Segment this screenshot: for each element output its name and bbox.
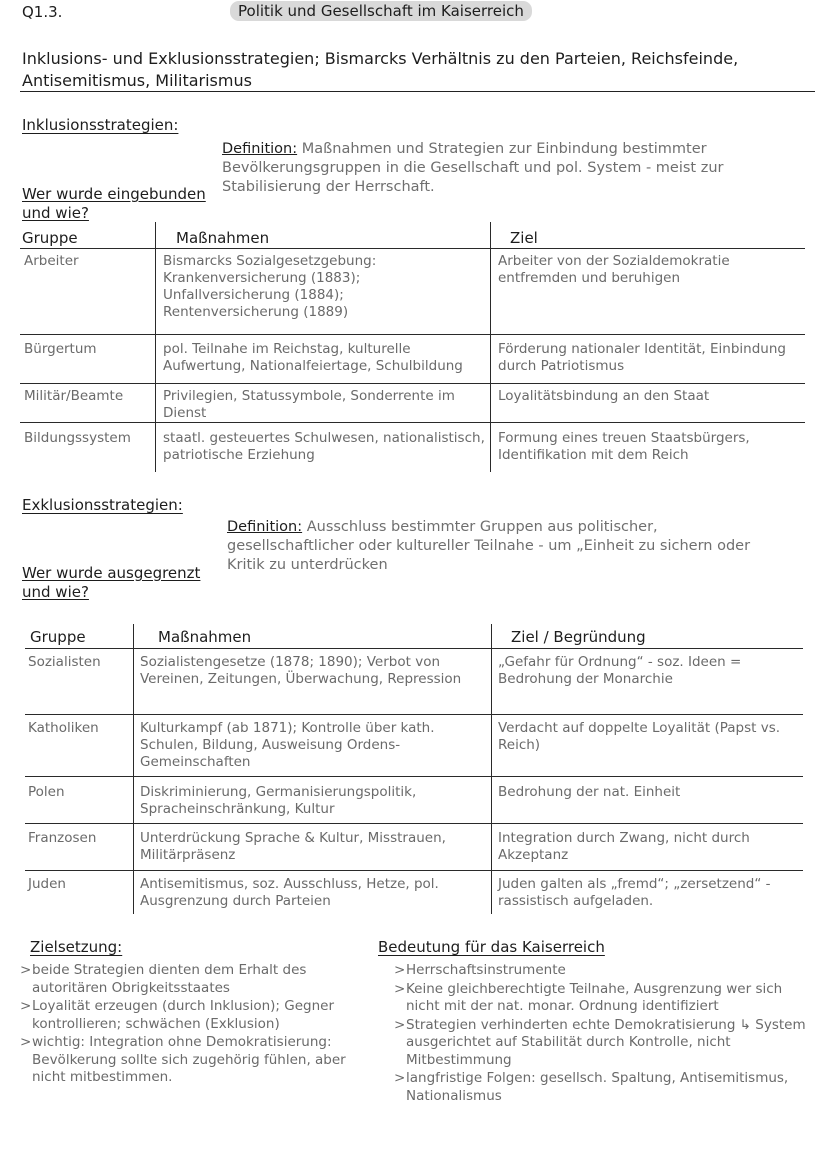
inclusion-cell-goal: Arbeiter von der Sozialdemokratie entfremden und beruhigen	[498, 253, 730, 286]
exclusion-cell-group: Franzosen	[28, 830, 97, 846]
exclusion-row-rule	[25, 823, 803, 824]
exclusion-heading: Exklusionsstrategien:	[22, 496, 183, 514]
inclusion-row-rule	[20, 422, 805, 423]
exclusion-cell-measures: Unterdrückung Sprache & Kultur, Misstrauen, Militärpräsenz	[140, 830, 446, 863]
exclusion-cell-goal: Integration durch Zwang, nicht durch Akzeptanz	[498, 830, 750, 863]
exclusion-question: Wer wurde ausgegrenzt und wie?	[22, 564, 201, 601]
exclusion-cell-measures: Antisemitismus, soz. Ausschluss, Hetze, pol. Ausgrenzung durch Parteien	[140, 876, 439, 909]
exclusion-header-rule	[25, 648, 803, 649]
inclusion-header-rule	[20, 248, 805, 249]
exclusion-cell-measures: Sozialistengesetze (1878; 1890); Verbot von Vereinen, Zeitungen, Überwachung, Repression	[140, 654, 462, 687]
list-item: > Strategien verhinderten echte Demokratisierung ↳ System ausgerichtet auf Stabilität durch Kontrolle, nicht Mitbestimmung	[392, 1017, 812, 1070]
inclusion-cell-measures: Bismarcks Sozialgesetzgebung: Krankenversicherung (1883); Unfallversicherung (1884); Rentenversicherung (1889)	[163, 253, 377, 320]
list-item: > langfristige Folgen: gesellsch. Spaltung, Antisemitismus, Nationalismus	[392, 1070, 812, 1105]
inclusion-row-rule	[20, 334, 805, 335]
page-title: Politik und Gesellschaft im Kaiserreich	[230, 1, 532, 21]
inclusion-col-measures: Maßnahmen	[176, 229, 270, 247]
exclusion-cell-goal: Bedrohung der nat. Einheit	[498, 784, 681, 800]
list-item: > Herrschaftsinstrumente	[392, 962, 812, 980]
inclusion-cell-goal: Loyalitätsbindung an den Staat	[498, 388, 710, 404]
exclusion-col-goal: Ziel / Begründung	[511, 628, 646, 646]
inclusion-cell-group: Bürgertum	[24, 341, 97, 357]
list-item: > wichtig: Integration ohne Demokratisierung: Bevölkerung sollte sich zugehörig fühlen, aber nicht mitbestimmen.	[18, 1034, 378, 1087]
goals-list	[18, 962, 378, 1088]
list-item: > Loyalität erzeugen (durch Inklusion); Gegner kontrollieren; schwächen (Exklusion)	[18, 998, 378, 1033]
inclusion-cell-measures: Privilegien, Statussymbole, Sonderrente im Dienst	[163, 388, 455, 421]
exclusion-cell-goal: Juden galten als „fremd“; „zersetzend“ - rassistisch aufgeladen.	[498, 876, 771, 909]
significance-heading: Bedeutung für das Kaiserreich	[378, 938, 605, 956]
goals-heading: Zielsetzung:	[30, 938, 123, 956]
exclusion-row-rule	[25, 870, 803, 871]
list-item: > Keine gleichberechtigte Teilnahe, Ausgrenzung wer sich nicht mit der nat. monar. Ordnung identifiziert	[392, 981, 812, 1016]
exclusion-cell-group: Juden	[28, 876, 66, 892]
inclusion-question: Wer wurde eingebunden und wie?	[22, 185, 206, 222]
topic-underline	[20, 91, 815, 92]
inclusion-col-rule	[490, 222, 491, 472]
exclusion-definition-term: Definition:	[227, 519, 303, 535]
exclusion-col-group: Gruppe	[30, 628, 86, 646]
exclusion-cell-group: Polen	[28, 784, 65, 800]
inclusion-cell-measures: staatl. gesteuertes Schulwesen, nationalistisch, patriotische Erziehung	[163, 430, 485, 463]
inclusion-cell-measures: pol. Teilnahe im Reichstag, kulturelle Aufwertung, Nationalfeiertage, Schulbildung	[163, 341, 463, 374]
inclusion-col-group: Gruppe	[22, 229, 78, 247]
inclusion-cell-goal: Förderung nationaler Identität, Einbindung durch Patriotismus	[498, 341, 786, 374]
inclusion-definition	[222, 140, 812, 197]
exclusion-cell-measures: Diskriminierung, Germanisierungspolitik, Spracheinschränkung, Kultur	[140, 784, 417, 817]
page-label: Q1.3.	[22, 3, 63, 21]
exclusion-cell-goal: „Gefahr für Ordnung“ - soz. Ideen = Bedrohung der Monarchie	[498, 654, 742, 687]
exclusion-cell-group: Sozialisten	[28, 654, 101, 670]
inclusion-cell-group: Bildungssystem	[24, 430, 131, 446]
exclusion-cell-measures: Kulturkampf (ab 1871); Kontrolle über kath. Schulen, Bildung, Ausweisung Ordens-Gemeinschaften	[140, 720, 435, 770]
inclusion-row-rule	[20, 383, 805, 384]
exclusion-col-rule	[133, 624, 134, 914]
significance-list	[392, 962, 812, 1106]
inclusion-cell-group: Arbeiter	[24, 253, 79, 269]
exclusion-row-rule	[25, 714, 803, 715]
inclusion-cell-goal: Formung eines treuen Staatsbürgers, Identifikation mit dem Reich	[498, 430, 750, 463]
exclusion-cell-group: Katholiken	[28, 720, 99, 736]
inclusion-cell-group: Militär/Beamte	[24, 388, 124, 404]
exclusion-row-rule	[25, 776, 803, 777]
inclusion-definition-text: Maßnahmen und Strategien zur Einbindung bestimmter Bevölkerungsgruppen in die Gesellschaft und pol. System - meist zur Stabilisierung der Herrschaft.	[222, 141, 724, 195]
list-item: > beide Strategien dienten dem Erhalt des autoritären Obrigkeitsstaates	[18, 962, 378, 997]
topic-line: Inklusions- und Exklusionsstrategien; Bismarcks Verhältnis zu den Parteien, Reichsfeinde, Antisemitismus, Militarismus	[22, 49, 739, 90]
inclusion-col-rule	[155, 222, 156, 472]
exclusion-definition-text: Ausschluss bestimmter Gruppen aus politischer, gesellschaftlicher oder kultureller Teilnahe - um „Einheit zu sichern oder Kritik zu unterdrücken	[227, 519, 751, 573]
exclusion-definition	[227, 518, 787, 575]
exclusion-cell-goal: Verdacht auf doppelte Loyalität (Papst vs. Reich)	[498, 720, 781, 753]
inclusion-col-goal: Ziel	[510, 229, 538, 247]
exclusion-col-rule	[491, 624, 492, 914]
exclusion-col-measures: Maßnahmen	[158, 628, 252, 646]
inclusion-definition-term: Definition:	[222, 141, 298, 157]
inclusion-heading: Inklusionsstrategien:	[22, 116, 179, 134]
